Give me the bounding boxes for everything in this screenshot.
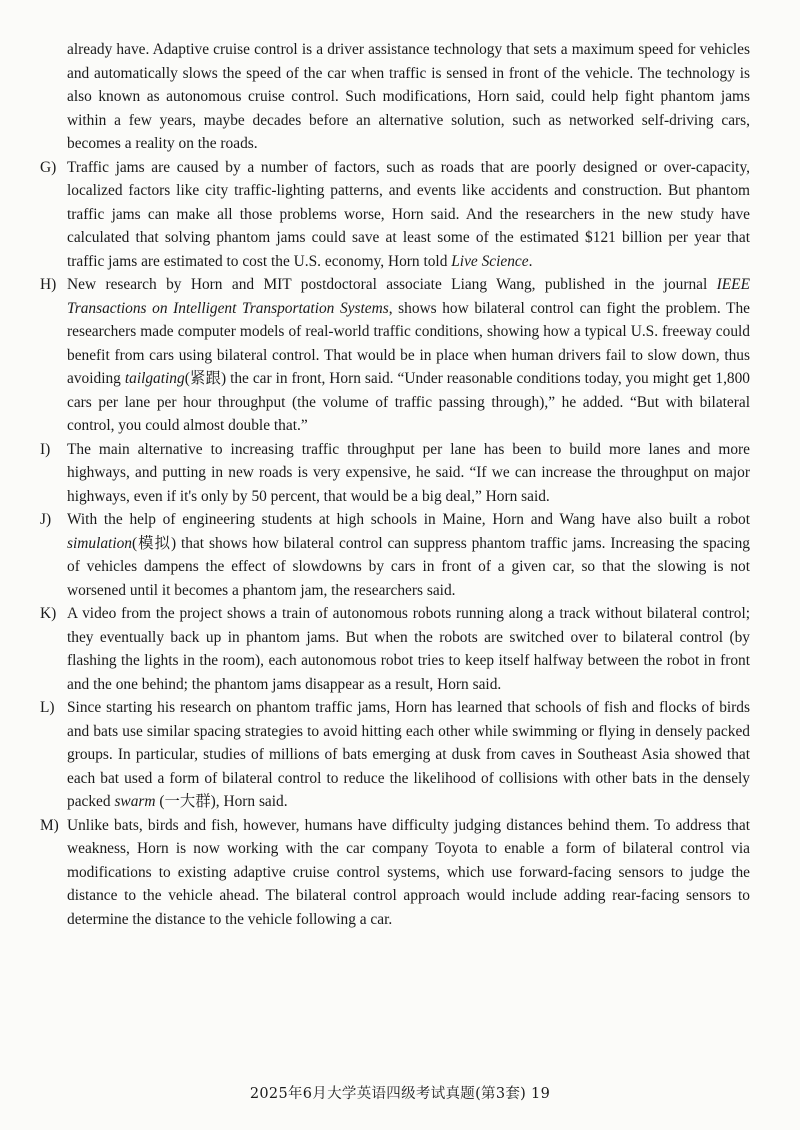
text-run: Since starting his research on phantom traffic jams, Horn has learned that schools of fish and flocks of birds and bats use similar spacing strategies to avoid hitting each other while swimming or flying in densely packed groups. In particular, studies of millions of bats emerging at dusk from caves in Southeast Asia showed that each bat used a form of bilateral control to reduce the likelihood of collisions with other bats in the densely packed (67, 699, 750, 810)
paragraph-label: J) (40, 511, 52, 528)
paragraph-k (40, 602, 750, 696)
text-run: already have. Adaptive cruise control is a driver assistance technology that sets a maximum speed for vehicles and automatically slows the speed of the car when traffic is sensed in front of the vehicle. The technology is also known as autonomous cruise control. Such modifications, Horn said, could help fight phantom jams within a few years, maybe decades before an alternative solution, such as networked self-driving cars, becomes a reality on the roads. (67, 41, 750, 152)
text-run: (一大群), Horn said. (155, 793, 288, 810)
text-run: (紧跟) the car in front, Horn said. “Under reasonable conditions today, you might get 1,800 cars per lane per hour throughput (the volume of traffic passing through),” he added. “But with bilateral control, you could almost double that.” (67, 370, 750, 434)
text-run: . (528, 252, 533, 270)
text-run: Unlike bats, birds and fish, however, humans have difficulty judging distances behind them. To address that weakness, Horn is now working with the car company Toyota to enable a form of bilateral control via modifications to existing adaptive cruise control systems, which use forward-facing sensors to judge the distance to the vehicle ahead. The bilateral control approach would include adding rear-facing sensors to determine the distance to the vehicle following a car. (67, 816, 750, 928)
italic-term: IEEE Transactions on Intelligent Transportation Systems (67, 276, 750, 317)
article-body (40, 38, 750, 931)
text-run: , shows how bilateral control can fight the problem. The researchers made computer models of real-world traffic conditions, showing how a typical U.S. freeway could benefit from cars using bilateral control. That would be in place when human drivers fail to slow down, thus avoiding (67, 299, 750, 387)
paragraph-label: G) (40, 158, 57, 176)
paragraph-j (40, 508, 750, 602)
paragraph-text (67, 41, 750, 152)
paragraph-label: I) (40, 440, 51, 458)
paragraph-m (40, 814, 750, 932)
paragraph-g (40, 156, 750, 274)
paragraph-text (67, 699, 750, 810)
paragraph-i (40, 438, 750, 509)
paragraph-l (40, 696, 750, 814)
paragraph-label: M) (40, 816, 59, 834)
text-run: Traffic jams are caused by a number of factors, such as roads that are poorly designed or over-capacity, localized factors like city traffic-lighting patterns, and events like accidents and construction. But phantom traffic jams can make all those problems worse, Horn said. And the researchers in the new study have calculated that solving phantom jams could save at least some of the estimated $121 billion per year that traffic jams are estimated to cost the U.S. economy, Horn told (67, 158, 750, 270)
paragraph-text (67, 159, 750, 270)
italic-term: simulation (67, 534, 132, 552)
paragraph-label: L) (40, 699, 55, 716)
paragraph-text (67, 817, 750, 928)
italic-term: swarm (114, 793, 156, 810)
text-run: The main alternative to increasing traffic throughput per lane has been to build more lanes and more highways, and putting in new roads is very expensive, he said. “If we can increase the throughput on major highways, even if it's only by 50 percent, that would be a big deal,” Horn said. (67, 440, 750, 505)
paragraph-label: H) (40, 276, 57, 293)
text-run: With the help of engineering students at high schools in Maine, Horn and Wang have also built a robot (67, 511, 750, 528)
paragraph-continuation (40, 38, 750, 156)
paragraph-text (67, 511, 750, 599)
page-footer: 2025年6月大学英语四级考试真题(第3套) 19 (249, 1086, 551, 1102)
paragraph-h (40, 273, 750, 438)
text-run: A video from the project shows a train of autonomous robots running along a track without bilateral control; they eventually back up in phantom jams. But when the robots are switched over to bilateral control (by flashing the lights in the room), each autonomous robot tries to keep itself halfway between the robot in front and the one behind; the phantom jams disappear as a result, Horn said. (67, 605, 750, 693)
paragraph-text (67, 441, 750, 505)
paragraph-text (67, 276, 750, 434)
italic-term: tailgating (124, 370, 185, 387)
italic-term: Live Science (451, 252, 529, 270)
text-run: (模拟) that shows how bilateral control can suppress phantom traffic jams. Increasing the spacing of vehicles dampens the effect of slowdowns by cars in front of a given car, so that the slowing is not worsened until it becomes a phantom jam, the researchers said. (67, 534, 750, 599)
text-run: New research by Horn and MIT postdoctoral associate Liang Wang, published in the journal (67, 276, 717, 293)
paragraph-text (67, 605, 750, 693)
paragraph-label: K) (40, 605, 57, 622)
